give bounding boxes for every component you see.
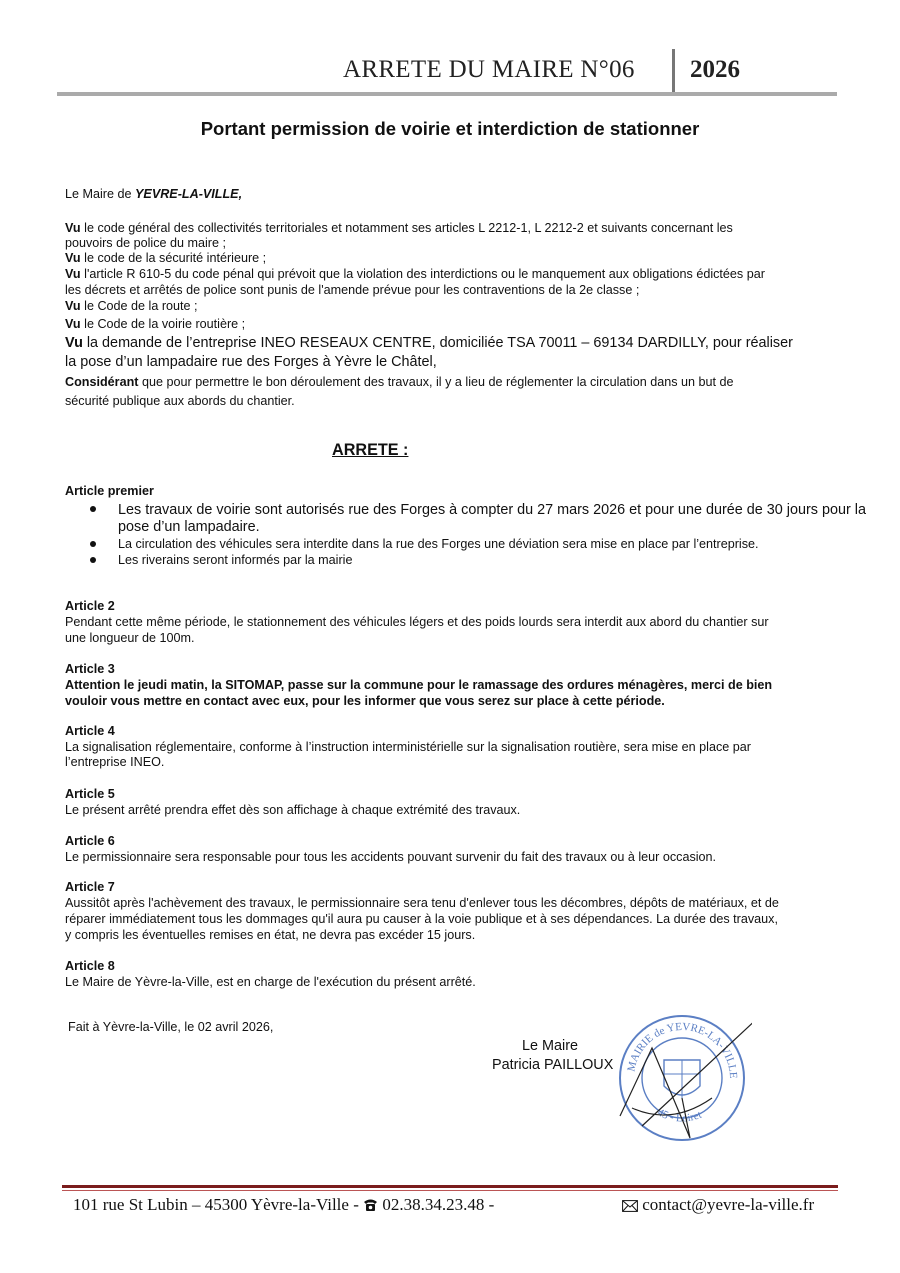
considerant-line: Considérant que pour permettre le bon déroulement des travaux, il y a lieu de réglementer la circulation dans un but de	[65, 375, 734, 389]
article-3-line-1: Attention le jeudi matin, la SITOMAP, passe sur la commune pour le ramassage des ordures ménagères, merci de bien	[65, 678, 773, 692]
decree-year: 2026	[690, 56, 740, 83]
stamp-bottom-text: 45 - Loiret	[655, 1106, 704, 1125]
stamp-top-text: MAIRIE de YEVRE-LA-VILLE	[625, 1020, 740, 1079]
town-name: YEVRE-LA-VILLE,	[135, 187, 243, 201]
article-6-title: Article 6	[65, 834, 115, 848]
footer-phone: 02.38.34.23.48 -	[378, 1195, 495, 1214]
phone-icon	[363, 1198, 378, 1212]
article-1-bullet-2: La circulation des véhicules sera interdite dans la rue des Forges une déviation sera mise en place par l’entreprise.	[118, 537, 759, 551]
article-5-title: Article 5	[65, 787, 115, 801]
article-3-title: Article 3	[65, 662, 115, 676]
footer-rule-thin	[62, 1190, 838, 1191]
vu-line-1b: pouvoirs de police du maire ;	[65, 236, 227, 250]
vu-line-3b: les décrets et arrêtés de police sont punis de l'amende prévue pour les contraventions de la 2e classe ;	[65, 283, 640, 297]
signature-name: Patricia PAILLOUX	[492, 1057, 614, 1073]
article-7-title: Article 7	[65, 880, 115, 894]
footer-address: 101 rue St Lubin – 45300 Yèvre-la-Ville -	[73, 1195, 364, 1214]
article-2-line-2: une longueur de 100m.	[65, 631, 195, 645]
mayor-intro	[65, 187, 845, 203]
footer-contact-info	[73, 1195, 494, 1215]
town-seal-stamp	[612, 1008, 752, 1150]
bullet-icon	[90, 557, 96, 563]
article-7-line-3: y compris les éventuelles remises en état, ne devra pas excéder 15 jours.	[65, 928, 476, 942]
article-4-title: Article 4	[65, 724, 115, 738]
article-1-bullet-1: Les travaux de voirie sont autorisés rue des Forges à compter du 27 mars 2026 et pour une durée de 30 jours pour la	[118, 502, 866, 518]
bullet-icon	[90, 506, 96, 512]
mayor-intro-prefix: Le Maire de	[65, 187, 136, 201]
bullet-icon	[90, 541, 96, 547]
signature-title: Le Maire	[522, 1038, 578, 1054]
article-4-line-2: l’entreprise INEO.	[65, 755, 165, 769]
article-2-line-1: Pendant cette même période, le stationnement des véhicules légers et des poids lourds sera interdit aux abord du chantier sur	[65, 615, 769, 629]
vu-line-6b: la pose d’un lampadaire rue des Forges à Yèvre le Châtel,	[65, 354, 437, 370]
vu-line-3: Vu l'article R 610-5 du code pénal qui prévoit que la violation des interdictions ou le manquement aux obligations édictées par	[65, 267, 765, 281]
article-8-title: Article 8	[65, 959, 115, 973]
article-1-bullet-1b: pose d’un lampadaire.	[118, 519, 260, 535]
article-2-title: Article 2	[65, 599, 115, 613]
article-6-line-1: Le permissionnaire sera responsable pour tous les accidents pouvant survenir du fait des travaux ou à leur occasion.	[65, 850, 717, 864]
done-at-line: Fait à Yèvre-la-Ville, le 02 avril 2026,	[68, 1020, 274, 1034]
article-7-line-2: réparer immédiatement tous les dommages qu'il aura pu causer à la voie publique et à ses dépendances. La durée des travaux,	[65, 912, 778, 926]
article-5-line-1: Le présent arrêté prendra effet dès son affichage à chaque extrémité des travaux.	[65, 803, 521, 817]
vu-line-6: Vu la demande de l’entreprise INEO RESEAUX CENTRE, domiciliée TSA 70011 – 69134 DARDILLY, pour réaliser	[65, 335, 793, 351]
article-7-line-1: Aussitôt après l'achèvement des travaux, le permissionnaire sera tenu d'enlever tous les décombres, dépôts de matériaux, et de	[65, 896, 779, 910]
arrete-heading: ARRETE :	[332, 441, 409, 459]
footer-rule	[62, 1185, 838, 1188]
decree-title: ARRETE DU MAIRE N°06	[343, 56, 635, 83]
vu-line-4: Vu le Code de la route ;	[65, 299, 198, 313]
article-8-line-1: Le Maire de Yèvre-la-Ville, est en charge de l'exécution du présent arrêté.	[65, 975, 476, 989]
considerant-line-b: sécurité publique aux abords du chantier.	[65, 394, 295, 408]
article-1-bullet-3: Les riverains seront informés par la mairie	[118, 553, 353, 567]
vu-line-5: Vu le Code de la voirie routière ;	[65, 317, 246, 331]
article-4-line-1: La signalisation réglementaire, conforme à l’instruction interministérielle sur la signalisation routière, sera mise en place par	[65, 740, 751, 754]
header-rule	[57, 92, 837, 96]
document-subtitle: Portant permission de voirie et interdiction de stationner	[200, 118, 700, 139]
vu-line-2: Vu le code de la sécurité intérieure ;	[65, 251, 267, 265]
vu-line-1: Vu le code général des collectivités territoriales et notamment ses articles L 2212-1, L 2212-2 et suivants concernant les	[65, 221, 733, 235]
article-3-line-2: vouloir vous mettre en contact avec eux, pour les informer que vous serez sur place à cette période.	[65, 694, 665, 708]
footer-email-block	[622, 1195, 814, 1215]
footer-email[interactable]: contact@yevre-la-ville.fr	[638, 1195, 815, 1214]
article-1-title: Article premier	[65, 484, 154, 498]
envelope-icon	[622, 1200, 638, 1212]
header-divider	[672, 49, 675, 95]
